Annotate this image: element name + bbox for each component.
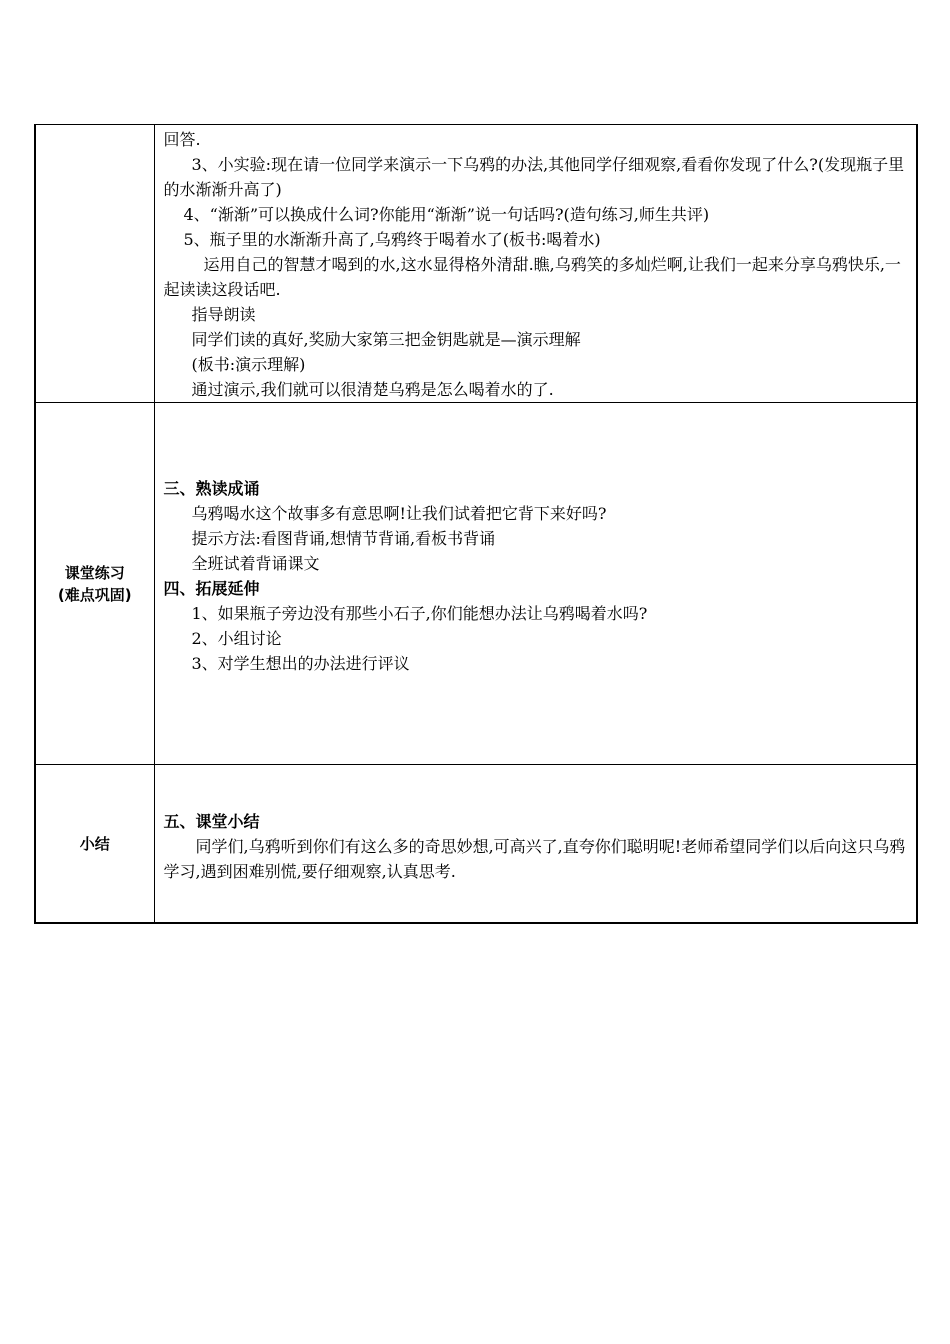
row-content xyxy=(154,125,917,403)
section-heading: 三、熟读成诵 xyxy=(163,479,260,498)
row-content xyxy=(154,765,917,924)
lesson-plan-table xyxy=(34,124,918,924)
text-paragraph: 同学们,乌鸦听到你们有这么多的奇思妙想,可高兴了,直夸你们聪明呢!老师希望同学们以后向这只乌鸦学习,遇到困难别慌,要仔细观察,认真思考. xyxy=(163,837,906,881)
text-paragraph: 3、小实验:现在请一位同学来演示一下乌鸦的办法,其他同学仔细观察,看看你发现了什么?(发现瓶子里的水渐渐升高了) xyxy=(163,155,905,199)
text-line: 回答. xyxy=(163,130,201,149)
text-line: 4、“渐渐”可以换成什么词?你能用“渐渐”说一句话吗?(造句练习,师生共评) xyxy=(183,205,710,224)
table-row xyxy=(35,403,917,765)
text-line: 2、小组讨论 xyxy=(191,629,282,648)
text-line: 5、瓶子里的水渐渐升高了,乌鸦终于喝着水了(板书:喝着水) xyxy=(183,230,601,249)
table-row xyxy=(35,765,917,924)
text-line: 1、如果瓶子旁边没有那些小石子,你们能想办法让乌鸦喝着水吗? xyxy=(191,604,648,623)
text-line: 同学们读的真好,奖励大家第三把金钥匙就是—演示理解 xyxy=(191,330,581,349)
row-content xyxy=(154,403,917,765)
text-line: 全班试着背诵课文 xyxy=(191,554,320,573)
row-label-summary: 小结 xyxy=(35,765,154,924)
text-line: 通过演示,我们就可以很清楚乌鸦是怎么喝着水的了. xyxy=(191,380,554,399)
label-line: (难点巩固) xyxy=(57,585,132,604)
section-heading: 四、拓展延伸 xyxy=(163,579,260,598)
row-label-empty xyxy=(35,125,154,403)
text-line: 乌鸦喝水这个故事多有意思啊!让我们试着把它背下来好吗? xyxy=(191,504,607,523)
section-heading: 五、课堂小结 xyxy=(163,812,260,831)
table-row xyxy=(35,125,917,403)
text-line: 指导朗读 xyxy=(191,305,256,324)
row-label-practice xyxy=(35,403,154,765)
text-paragraph: 运用自己的智慧才喝到的水,这水显得格外清甜.瞧,乌鸦笑的多灿烂啊,让我们一起来分享乌鸦快乐,一起读读这段话吧. xyxy=(163,255,901,299)
text-line: (板书:演示理解) xyxy=(191,355,306,374)
text-line: 3、对学生想出的办法进行评议 xyxy=(191,654,410,673)
text-line: 提示方法:看图背诵,想情节背诵,看板书背诵 xyxy=(191,529,496,548)
label-line: 课堂练习 xyxy=(64,563,125,582)
